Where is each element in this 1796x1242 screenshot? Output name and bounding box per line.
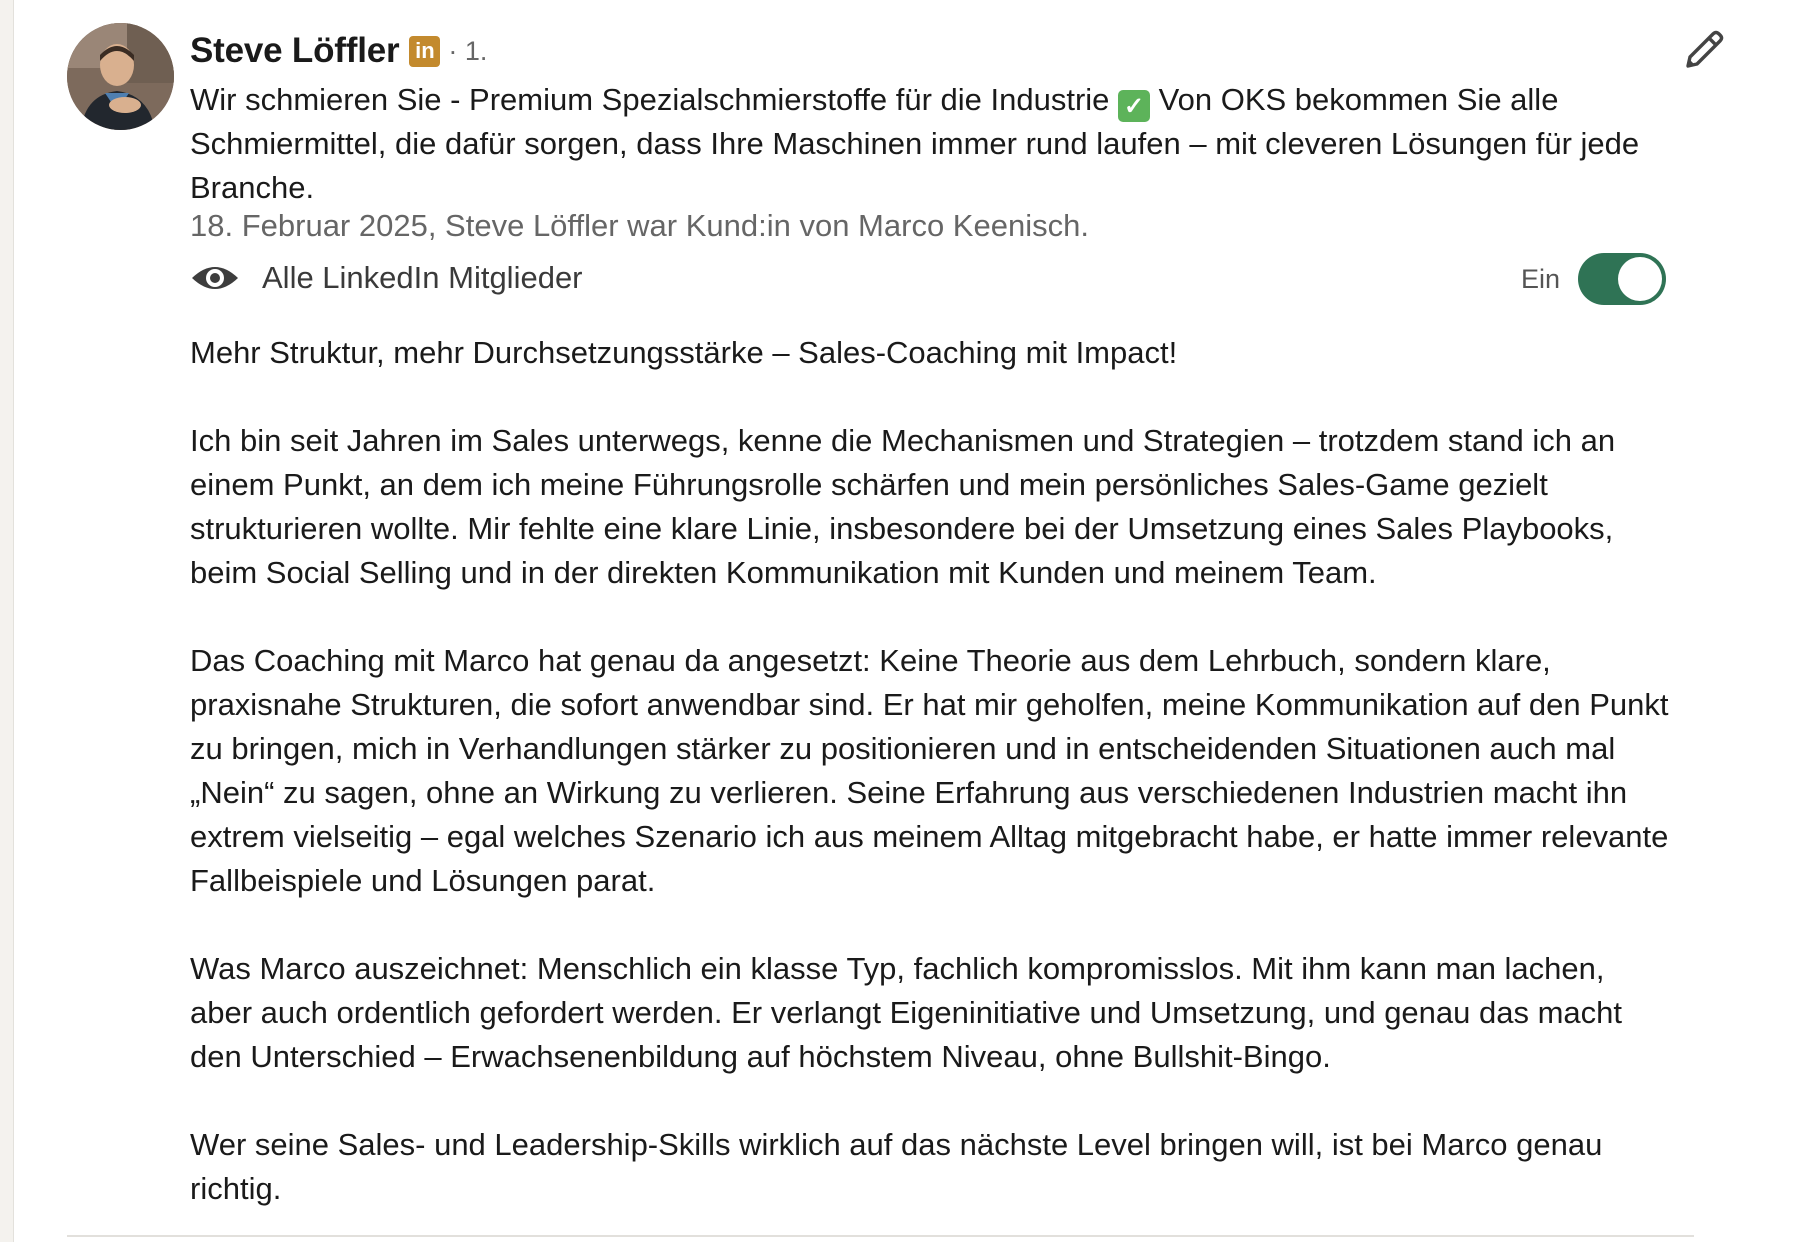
- visibility-toggle-group: [1521, 252, 1666, 306]
- linkedin-badge-text: in: [415, 38, 435, 63]
- recommendation-card: [13, 0, 1796, 1242]
- visibility-setting: [190, 256, 583, 300]
- avatar[interactable]: [67, 23, 174, 130]
- visibility-toggle[interactable]: [1578, 253, 1666, 305]
- recommendation-paragraph: Ich bin seit Jahren im Sales unterwegs, kenne die Mechanismen und Strategien – trotzdem stand ich an einem Punkt, an dem ich meine Führungsrolle schärfen und mein persönliches Sales-Game gezielt strukturieren wollte. Mir fehlte eine klare Linie, insbesondere bei der Umsetzung eines Sales Playbooks, beim Social Selling und in der direkten Kommunikation mit Kunden und meinem Team.: [190, 423, 1616, 590]
- recommendation-meta: 18. Februar 2025, Steve Löffler war Kund:in von Marco Keenisch.: [190, 208, 1089, 243]
- check-mark-button-emoji: ✓: [1118, 90, 1150, 122]
- recommendation-paragraph: Was Marco auszeichnet: Menschlich ein klasse Typ, fachlich kompromisslos. Mit ihm kann man lachen, aber auch ordentlich gefordert werden. Er verlangt Eigeninitiative und Umsetzung, und genau das macht den Unterschied – Erwachsenenbildung auf höchstem Niveau, ohne Bullshit-Bingo.: [190, 951, 1623, 1074]
- recommendation-text: [190, 331, 1670, 1211]
- author-name[interactable]: Steve Löffler: [190, 31, 400, 70]
- author-header: [190, 28, 487, 74]
- headline-text-part1: Wir schmieren Sie - Premium Spezialschmierstoffe für die Industrie: [190, 82, 1110, 117]
- connection-degree: · 1.: [448, 35, 488, 66]
- recommendation-paragraph: Das Coaching mit Marco hat genau da angesetzt: Keine Theorie aus dem Lehrbuch, sondern klare, praxisnahe Strukturen, die sofort anwendbar sind. Er hat mir geholfen, meine Kommunikation auf den Punkt zu bringen, mich in Verhandlungen stärker zu positionieren und in entscheidenden Situationen auch mal „Nein“ zu sagen, ohne an Wirkung zu verlieren. Seine Erfahrung aus verschiedenen Industrien macht ihn extrem vielseitig – egal welches Szenario ich aus meinem Alltag mitgebracht habe, er hatte immer relevante Fallbeispiele und Lösungen parat.: [190, 643, 1669, 898]
- headline-text-part2: Von OKS bekommen Sie alle Schmiermittel, die dafür sorgen, dass Ihre Maschinen immer rund laufen – mit cleveren Lösungen für jede Branche.: [190, 82, 1640, 205]
- pencil-icon[interactable]: [1680, 26, 1728, 74]
- recommendation-paragraph: Mehr Struktur, mehr Durchsetzungsstärke – Sales-Coaching mit Impact!: [190, 335, 1178, 370]
- toggle-label: Ein: [1520, 263, 1560, 294]
- author-headline: [190, 78, 1680, 210]
- visibility-label: Alle LinkedIn Mitglieder: [262, 260, 583, 295]
- eye-icon: [190, 262, 240, 294]
- recommendation-paragraph: Wer seine Sales- und Leadership-Skills wirklich auf das nächste Level bringen will, ist bei Marco genau richtig.: [190, 1127, 1603, 1206]
- linkedin-badge-icon: [409, 36, 440, 67]
- divider: [67, 1235, 1694, 1237]
- profile-photo-icon: [67, 23, 174, 130]
- toggle-knob: [1618, 257, 1662, 301]
